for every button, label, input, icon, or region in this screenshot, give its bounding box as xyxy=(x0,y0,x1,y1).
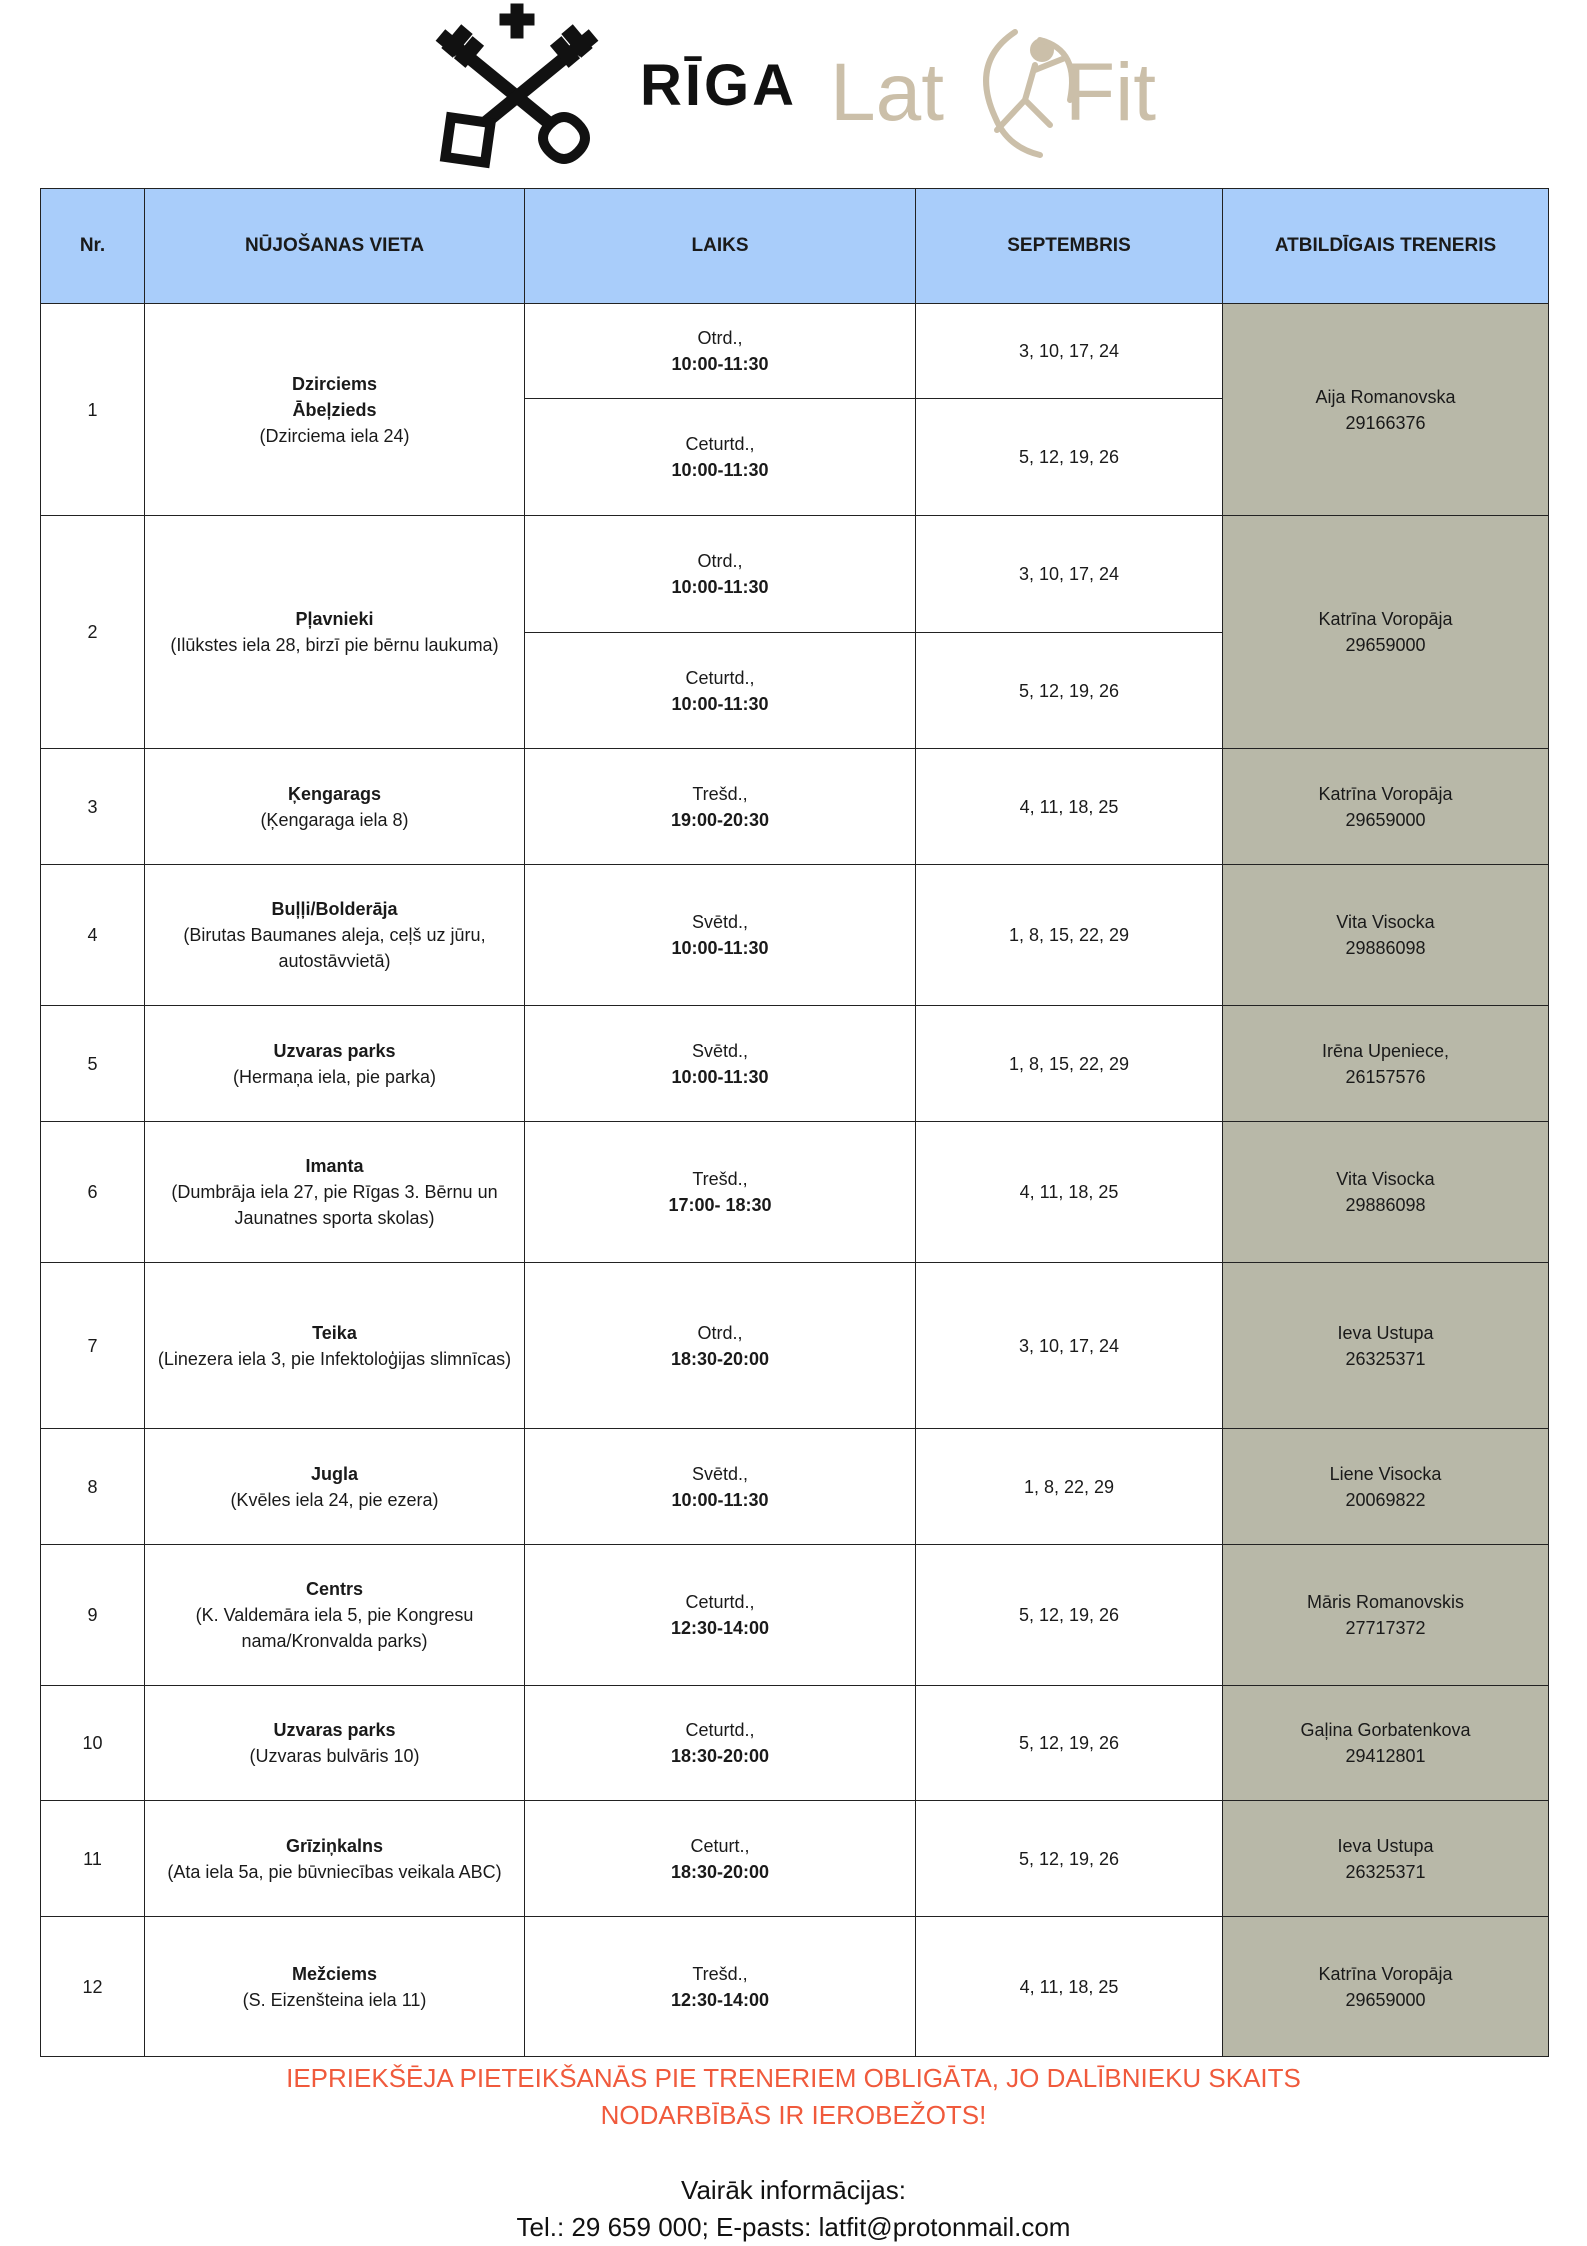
trainer-name: Ieva Ustupa xyxy=(1337,1835,1434,1856)
time-cell xyxy=(525,1801,916,1917)
weekday: Ceturtd., xyxy=(685,667,755,688)
weekday: Otrd., xyxy=(697,1322,743,1343)
dates-cell: 5, 12, 19, 26 xyxy=(916,399,1223,516)
table-row xyxy=(41,1006,1549,1122)
time-cell xyxy=(525,1686,916,1801)
place-address: (Ķengaraga iela 8) xyxy=(260,809,409,830)
registration-notice xyxy=(0,2060,1587,2134)
contact-info xyxy=(0,2172,1587,2246)
trainer-phone: 29886098 xyxy=(1345,938,1426,958)
column-header-time: LAIKS xyxy=(525,189,916,304)
table-row xyxy=(41,865,1549,1006)
trainer-phone: 29412801 xyxy=(1345,1746,1426,1766)
time-cell xyxy=(525,865,916,1006)
place-name: Jugla xyxy=(310,1463,358,1484)
trainer-cell xyxy=(1223,1801,1549,1917)
trainer-cell xyxy=(1223,1006,1549,1122)
dates-cell: 3, 10, 17, 24 xyxy=(916,304,1223,399)
trainer-name: Katrīna Voropāja xyxy=(1318,1963,1453,1984)
place-name: Mežciems xyxy=(291,1963,378,1984)
riga-crossed-keys-icon xyxy=(432,2,602,172)
latfit-logo-right: Fit xyxy=(1065,47,1157,138)
place-address: (Dzirciema iela 24) xyxy=(259,425,410,446)
weekday: Ceturtd., xyxy=(685,1592,755,1612)
trainer-name: Vita Visocka xyxy=(1336,912,1435,932)
weekday: Otrd., xyxy=(697,551,743,571)
place-cell xyxy=(145,1801,525,1917)
time-cell xyxy=(525,1429,916,1545)
trainer-phone: 26325371 xyxy=(1345,1348,1426,1369)
place-name: Uzvaras parks xyxy=(273,1040,396,1061)
place-cell xyxy=(145,304,525,516)
place-address: (Dumbrāja iela 27, pie Rīgas 3. Bērnu un Jaunatnes sporta skolas) xyxy=(171,1182,498,1228)
trainer-name: Katrīna Voropāja xyxy=(1318,609,1453,629)
column-header-place: NŪJOŠANAS VIETA xyxy=(145,189,525,304)
row-number: 12 xyxy=(41,1917,145,2057)
table-row xyxy=(41,1917,1549,2057)
dates-cell: 1, 8, 15, 22, 29 xyxy=(916,865,1223,1006)
row-number: 8 xyxy=(41,1429,145,1545)
trainer-cell xyxy=(1223,1429,1549,1545)
walking-schedule-table xyxy=(40,188,1549,2057)
latfit-logo-left: Lat xyxy=(830,47,944,138)
riga-logo-text: RĪGA xyxy=(640,53,797,118)
time-range: 17:00- 18:30 xyxy=(668,1195,772,1215)
table-row xyxy=(41,1122,1549,1263)
place-name: Centrs xyxy=(305,1579,363,1599)
place-address: (K. Valdemāra iela 5, pie Kongresu nama/Kronvalda parks) xyxy=(195,1605,474,1651)
place-name-suffix: /Bolderāja xyxy=(310,899,398,919)
trainer-phone: 20069822 xyxy=(1345,1489,1426,1510)
trainer-phone: 29166376 xyxy=(1345,412,1426,433)
dates-cell: 5, 12, 19, 26 xyxy=(916,1686,1223,1801)
place-name: Dzirciems xyxy=(291,373,378,394)
place-address: (Linezera iela 3, pie Infektoloģijas slimnīcas) xyxy=(157,1348,512,1369)
place-name: Grīziņkalns xyxy=(285,1835,384,1856)
weekday: Svētd., xyxy=(691,912,749,932)
dates-cell: 4, 11, 18, 25 xyxy=(916,749,1223,865)
row-number: 7 xyxy=(41,1263,145,1429)
place-address: (Hermaņa iela, pie parka) xyxy=(232,1066,437,1087)
place-name: Ķengarags xyxy=(287,783,382,804)
latfit-figure-icon xyxy=(986,32,1072,155)
place-name-secondary: Ābeļzieds xyxy=(292,399,377,420)
time-range: 19:00-20:30 xyxy=(670,809,770,830)
time-cell xyxy=(525,1122,916,1263)
trainer-name: Vita Visocka xyxy=(1336,1169,1435,1189)
dates-cell: 3, 10, 17, 24 xyxy=(916,516,1223,633)
weekday: Ceturt., xyxy=(690,1835,750,1856)
trainer-cell xyxy=(1223,749,1549,865)
time-range: 10:00-11:30 xyxy=(671,693,769,714)
time-range: 18:30-20:00 xyxy=(670,1746,770,1766)
time-range: 10:00-11:30 xyxy=(671,1489,769,1510)
trainer-cell xyxy=(1223,1686,1549,1801)
trainer-cell xyxy=(1223,865,1549,1006)
place-address: (Kvēles iela 24, pie ezera) xyxy=(230,1489,439,1510)
place-cell xyxy=(145,1429,525,1545)
place-name: Uzvaras parks xyxy=(273,1720,396,1740)
place-address: (Uzvaras bulvāris 10) xyxy=(249,1746,420,1766)
row-number: 9 xyxy=(41,1545,145,1686)
row-number: 11 xyxy=(41,1801,145,1917)
trainer-phone: 29659000 xyxy=(1345,635,1426,655)
place-cell xyxy=(145,865,525,1006)
table-row xyxy=(41,1263,1549,1429)
table-row xyxy=(41,749,1549,865)
time-cell xyxy=(525,304,916,399)
time-range: 18:30-20:00 xyxy=(670,1861,770,1882)
row-number: 3 xyxy=(41,749,145,865)
row-number: 10 xyxy=(41,1686,145,1801)
time-range: 10:00-11:30 xyxy=(671,1066,769,1087)
row-number: 4 xyxy=(41,865,145,1006)
trainer-name: Liene Visocka xyxy=(1329,1463,1442,1484)
trainer-cell xyxy=(1223,516,1549,749)
time-range: 10:00-11:30 xyxy=(671,460,769,480)
notice-line-2: NODARBĪBĀS IR IEROBEŽOTS! xyxy=(600,2100,987,2130)
table-row xyxy=(41,516,1549,633)
row-number: 1 xyxy=(41,304,145,516)
trainer-phone: 26325371 xyxy=(1345,1861,1426,1882)
row-number: 2 xyxy=(41,516,145,749)
trainer-name: Māris Romanovskis xyxy=(1306,1592,1465,1612)
time-cell xyxy=(525,633,916,749)
trainer-cell xyxy=(1223,1545,1549,1686)
place-name: Buļļi xyxy=(271,899,311,919)
table-row xyxy=(41,1801,1549,1917)
place-cell xyxy=(145,1686,525,1801)
table-row xyxy=(41,304,1549,399)
trainer-name: Ieva Ustupa xyxy=(1337,1322,1434,1343)
time-range: 10:00-11:30 xyxy=(671,938,769,958)
table-header-row xyxy=(41,189,1549,304)
trainer-name: Irēna Upeniece, xyxy=(1321,1040,1450,1061)
time-cell xyxy=(525,749,916,865)
trainer-phone: 27717372 xyxy=(1345,1618,1426,1638)
dates-cell: 4, 11, 18, 25 xyxy=(916,1122,1223,1263)
time-cell xyxy=(525,516,916,633)
logo-header xyxy=(0,0,1587,180)
place-address: (Ilūkstes iela 28, birzī pie bērnu laukuma) xyxy=(170,635,499,655)
weekday: Svētd., xyxy=(691,1040,749,1061)
time-range: 12:30-14:00 xyxy=(670,1618,770,1638)
time-cell xyxy=(525,1006,916,1122)
time-range: 18:30-20:00 xyxy=(670,1348,770,1369)
place-cell xyxy=(145,516,525,749)
place-cell xyxy=(145,1006,525,1122)
trainer-phone: 29659000 xyxy=(1345,1989,1426,2010)
time-range: 10:00-11:30 xyxy=(671,577,769,597)
dates-cell: 1, 8, 15, 22, 29 xyxy=(916,1006,1223,1122)
column-header-trainer: ATBILDĪGAIS TRENERIS xyxy=(1223,189,1549,304)
place-cell xyxy=(145,1917,525,2057)
place-address: (S. Eizenšteina iela 11) xyxy=(242,1989,427,2010)
info-title: Vairāk informācijas: xyxy=(681,2175,906,2205)
time-range: 12:30-14:00 xyxy=(670,1989,770,2010)
place-address: (Ata iela 5a, pie būvniecības veikala ABC) xyxy=(167,1861,502,1882)
trainer-name: Gaļina Gorbatenkova xyxy=(1300,1720,1471,1740)
place-cell xyxy=(145,749,525,865)
time-cell xyxy=(525,399,916,516)
table-row xyxy=(41,1429,1549,1545)
row-number: 5 xyxy=(41,1006,145,1122)
trainer-cell xyxy=(1223,1263,1549,1429)
table-row xyxy=(41,1545,1549,1686)
time-cell xyxy=(525,1263,916,1429)
row-number: 6 xyxy=(41,1122,145,1263)
trainer-name: Katrīna Voropāja xyxy=(1318,783,1453,804)
dates-cell: 4, 11, 18, 25 xyxy=(916,1917,1223,2057)
trainer-phone: 26157576 xyxy=(1345,1066,1426,1087)
dates-cell: 1, 8, 22, 29 xyxy=(916,1429,1223,1545)
trainer-cell xyxy=(1223,1122,1549,1263)
trainer-cell xyxy=(1223,304,1549,516)
weekday: Otrd., xyxy=(697,328,743,348)
weekday: Ceturtd., xyxy=(685,434,755,454)
trainer-name: Aija Romanovska xyxy=(1315,386,1456,407)
column-header-dates: SEPTEMBRIS xyxy=(916,189,1223,304)
dates-cell: 5, 12, 19, 26 xyxy=(916,1801,1223,1917)
place-name: Pļavnieki xyxy=(295,609,374,629)
place-address: (Birutas Baumanes aleja, ceļš uz jūru, autostāvvietā) xyxy=(183,925,486,971)
column-header-nr: Nr. xyxy=(41,189,145,304)
dates-cell: 5, 12, 19, 26 xyxy=(916,633,1223,749)
trainer-phone: 29886098 xyxy=(1345,1195,1426,1215)
weekday: Ceturtd., xyxy=(685,1720,755,1740)
time-cell xyxy=(525,1545,916,1686)
place-cell xyxy=(145,1122,525,1263)
trainer-phone: 29659000 xyxy=(1345,809,1426,830)
table-row xyxy=(41,1686,1549,1801)
trainer-cell xyxy=(1223,1917,1549,2057)
place-name: Teika xyxy=(312,1322,357,1343)
weekday: Svētd., xyxy=(691,1463,749,1484)
notice-line-1: IEPRIEKŠĒJA PIETEIKŠANĀS PIE TRENERIEM OBLIGĀTA, JO DALĪBNIEKU SKAITS xyxy=(286,2063,1301,2093)
place-name: Imanta xyxy=(305,1156,364,1176)
place-cell xyxy=(145,1545,525,1686)
weekday: Trešd., xyxy=(692,1169,748,1189)
latfit-logo xyxy=(830,20,1210,170)
place-cell xyxy=(145,1263,525,1429)
dates-cell: 5, 12, 19, 26 xyxy=(916,1545,1223,1686)
dates-cell: 3, 10, 17, 24 xyxy=(916,1263,1223,1429)
time-range: 10:00-11:30 xyxy=(671,354,769,374)
time-cell xyxy=(525,1917,916,2057)
weekday: Trešd., xyxy=(692,1963,748,1984)
weekday: Trešd., xyxy=(692,783,748,804)
contact-line: Tel.: 29 659 000; E-pasts: latfit@protonmail.com xyxy=(516,2212,1071,2242)
